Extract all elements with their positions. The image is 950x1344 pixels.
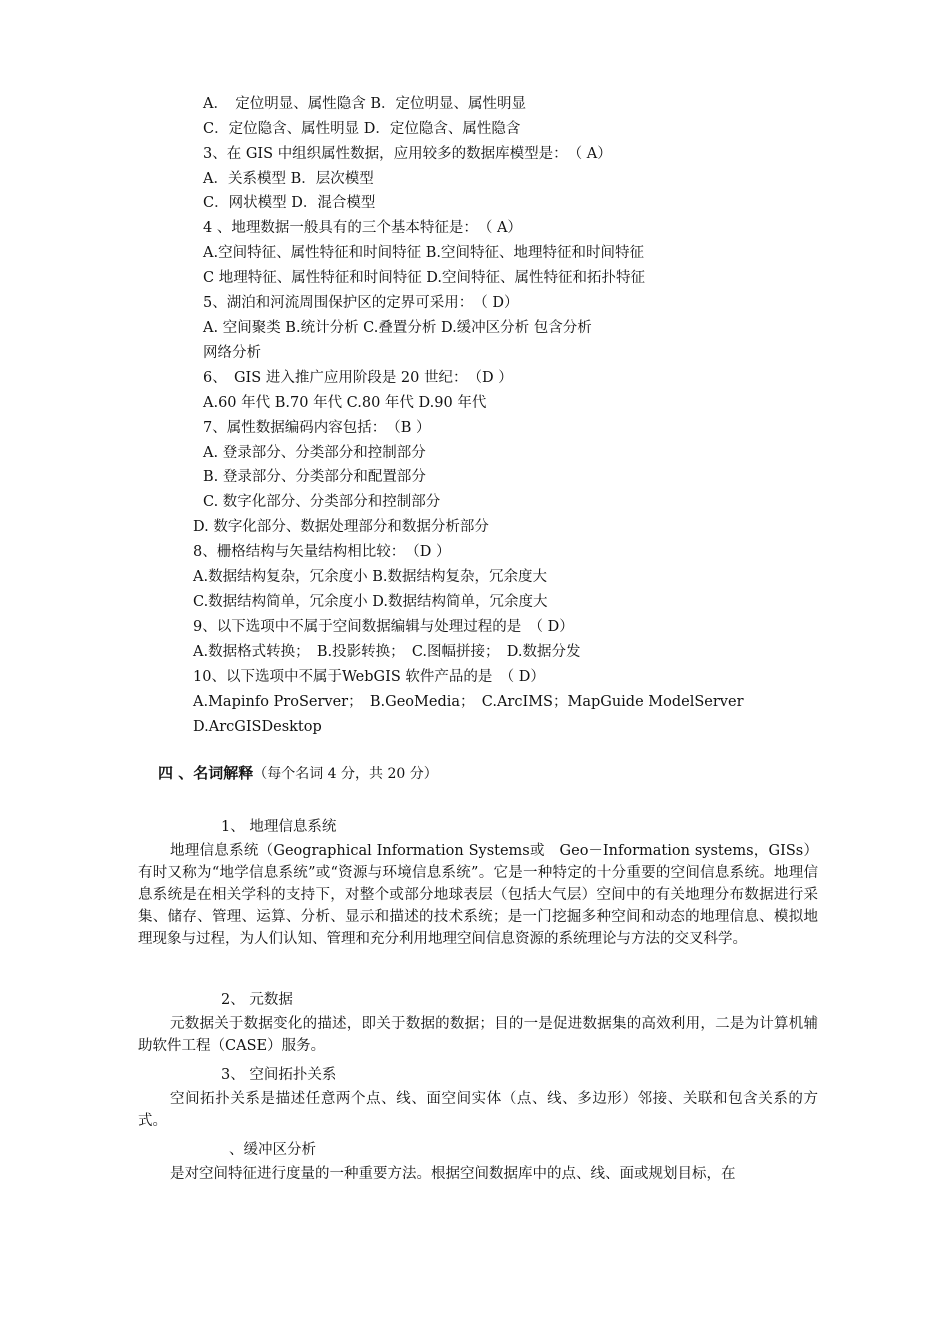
term-title: 3、 空间拓扑关系 [221,1067,337,1083]
question-line: 9、以下选项中不属于空间数据编辑与处理过程的是 （ D） [193,619,574,635]
term-definition-text: 元数据关于数据变化的描述，即关于数据的数据；目的一是促进数据集的高效利用，二是为计算机辅助软件工程（CASE）服务。 [138,1016,818,1054]
term-definition [138,1088,818,1132]
question-line: 4 、地理数据一般具有的三个基本特征是： （ A） [203,220,522,236]
question-line: B. 登录部分、分类部分和配置部分 [203,469,426,485]
question-line: 网络分析 [203,345,261,361]
question-line: C．网状模型 D．混合模型 [203,195,376,211]
question-line: C. 数字化部分、分类部分和控制部分 [203,494,441,510]
term-definition-text: 空间拓扑关系是描述任意两个点、线、面空间实体（点、线、多边形）邻接、关联和包含关系的方式。 [138,1091,818,1129]
term-definition [138,1163,818,1185]
question-line: 8、栅格结构与矢量结构相比较： （D ） [193,544,451,560]
question-line: 6、 GIS 进入推广应用阶段是 20 世纪： （D ） [203,370,513,386]
question-line: A.数据结构复杂，冗余度小 B.数据结构复杂，冗余度大 [193,569,547,585]
term-definition [138,1013,818,1057]
question-line: 3、在 GIS 中组织属性数据，应用较多的数据库模型是： （ A） [203,146,612,162]
term-title: 2、 元数据 [221,992,293,1008]
question-line: C．定位隐含、属性明显 D．定位隐含、属性隐含 [203,121,521,137]
section-heading [158,762,438,783]
section-heading-note: （每个名词 4 分，共 20 分） [253,766,438,782]
question-line: A.60 年代 B.70 年代 C.80 年代 D.90 年代 [203,395,487,411]
question-line: D.ArcGISDesktop [193,719,322,735]
question-line: C.数据结构简单，冗余度小 D.数据结构简单，冗余度大 [193,594,548,610]
question-line: 7、属性数据编码内容包括： （B ） [203,420,431,436]
question-line: A.空间特征、属性特征和时间特征 B.空间特征、地理特征和时间特征 [203,245,644,261]
term-definition [138,840,818,950]
question-line: A.Mapinfo ProServer； B.GeoMedia； C.ArcIMS；MapGuide ModelServer [193,694,744,710]
term-title: 1、 地理信息系统 [221,819,337,835]
term-definition-text: 地理信息系统（Geographical Information Systems或 Geo－Information systems，GISs）有时又称为“地学信息系统”或“资源与环境信息系统”。它是一种特定的十分重要的空间信息系统。地理信息系统是在相关学科的支持下，对整个或部分地球表层（包括大气层）空间中的有关地理分布数据进行采集、储存、管理、运算、分析、显示和描述的技术系统；是一门挖掘多种空间和动态的地理信息、模拟地理现象与过程，为人们认知、管理和充分利用地理空间信息资源的系统理论与方法的交叉科学。 [138,843,818,947]
question-line: A． 定位明显、属性隐含 B．定位明显、属性明显 [203,96,526,112]
question-line: 10、以下选项中不属于WebGIS 软件产品的是 （ D） [193,669,545,685]
question-line: D. 数字化部分、数据处理部分和数据分析部分 [193,519,489,535]
question-line: C 地理特征、属性特征和时间特征 D.空间特征、属性特征和拓扑特征 [203,270,646,286]
question-line: A．关系模型 B．层次模型 [203,171,374,187]
section-heading-title: 四 、名词解释 [158,764,254,782]
term-definition-text: 是对空间特征进行度量的一种重要方法。根据空间数据库中的点、线、面或规划目标，在 [170,1166,736,1182]
question-line: A. 登录部分、分类部分和控制部分 [203,445,426,461]
question-line: A. 空间聚类 B.统计分析 C.叠置分析 D.缓冲区分析 包含分析 [203,320,592,336]
question-line: A.数据格式转换； B.投影转换； C.图幅拼接； D.数据分发 [193,644,581,660]
question-line: 5、湖泊和河流周围保护区的定界可采用： （ D） [203,295,519,311]
term-title: 、缓冲区分析 [229,1142,316,1158]
